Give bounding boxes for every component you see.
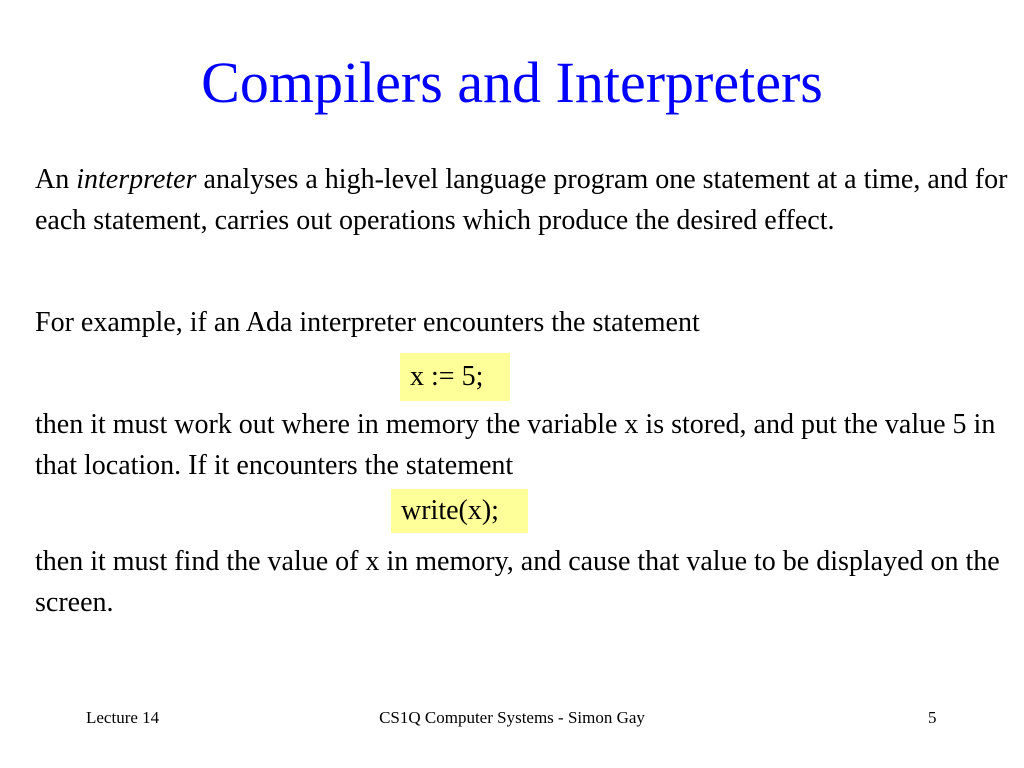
term-interpreter: interpreter: [76, 164, 197, 195]
p1-rest: analyses a high-level language program one statement at a time, and for each statement, carries out operations which produce the desired effect.: [35, 164, 1008, 236]
paragraph-example-intro: For example, if an Ada interpreter encounters the statement: [35, 307, 700, 338]
footer-course: CS1Q Computer Systems - Simon Gay: [379, 708, 645, 727]
paragraph-interpreter-definition: [35, 159, 1010, 241]
p1-lead: An: [35, 164, 77, 195]
paragraph-memory-store: then it must work out where in memory the variable x is stored, and put the value 5 in that location. If it encounters the statement: [35, 409, 996, 481]
footer-page-number: 5: [928, 708, 937, 727]
slide-title: Compilers and Interpreters: [201, 50, 823, 115]
code-assignment: x := 5;: [400, 353, 510, 401]
footer-lecture: Lecture 14: [86, 708, 160, 727]
paragraph-display: then it must find the value of x in memory, and cause that value to be displayed on the screen.: [35, 546, 1000, 618]
code-write: write(x);: [391, 489, 528, 533]
